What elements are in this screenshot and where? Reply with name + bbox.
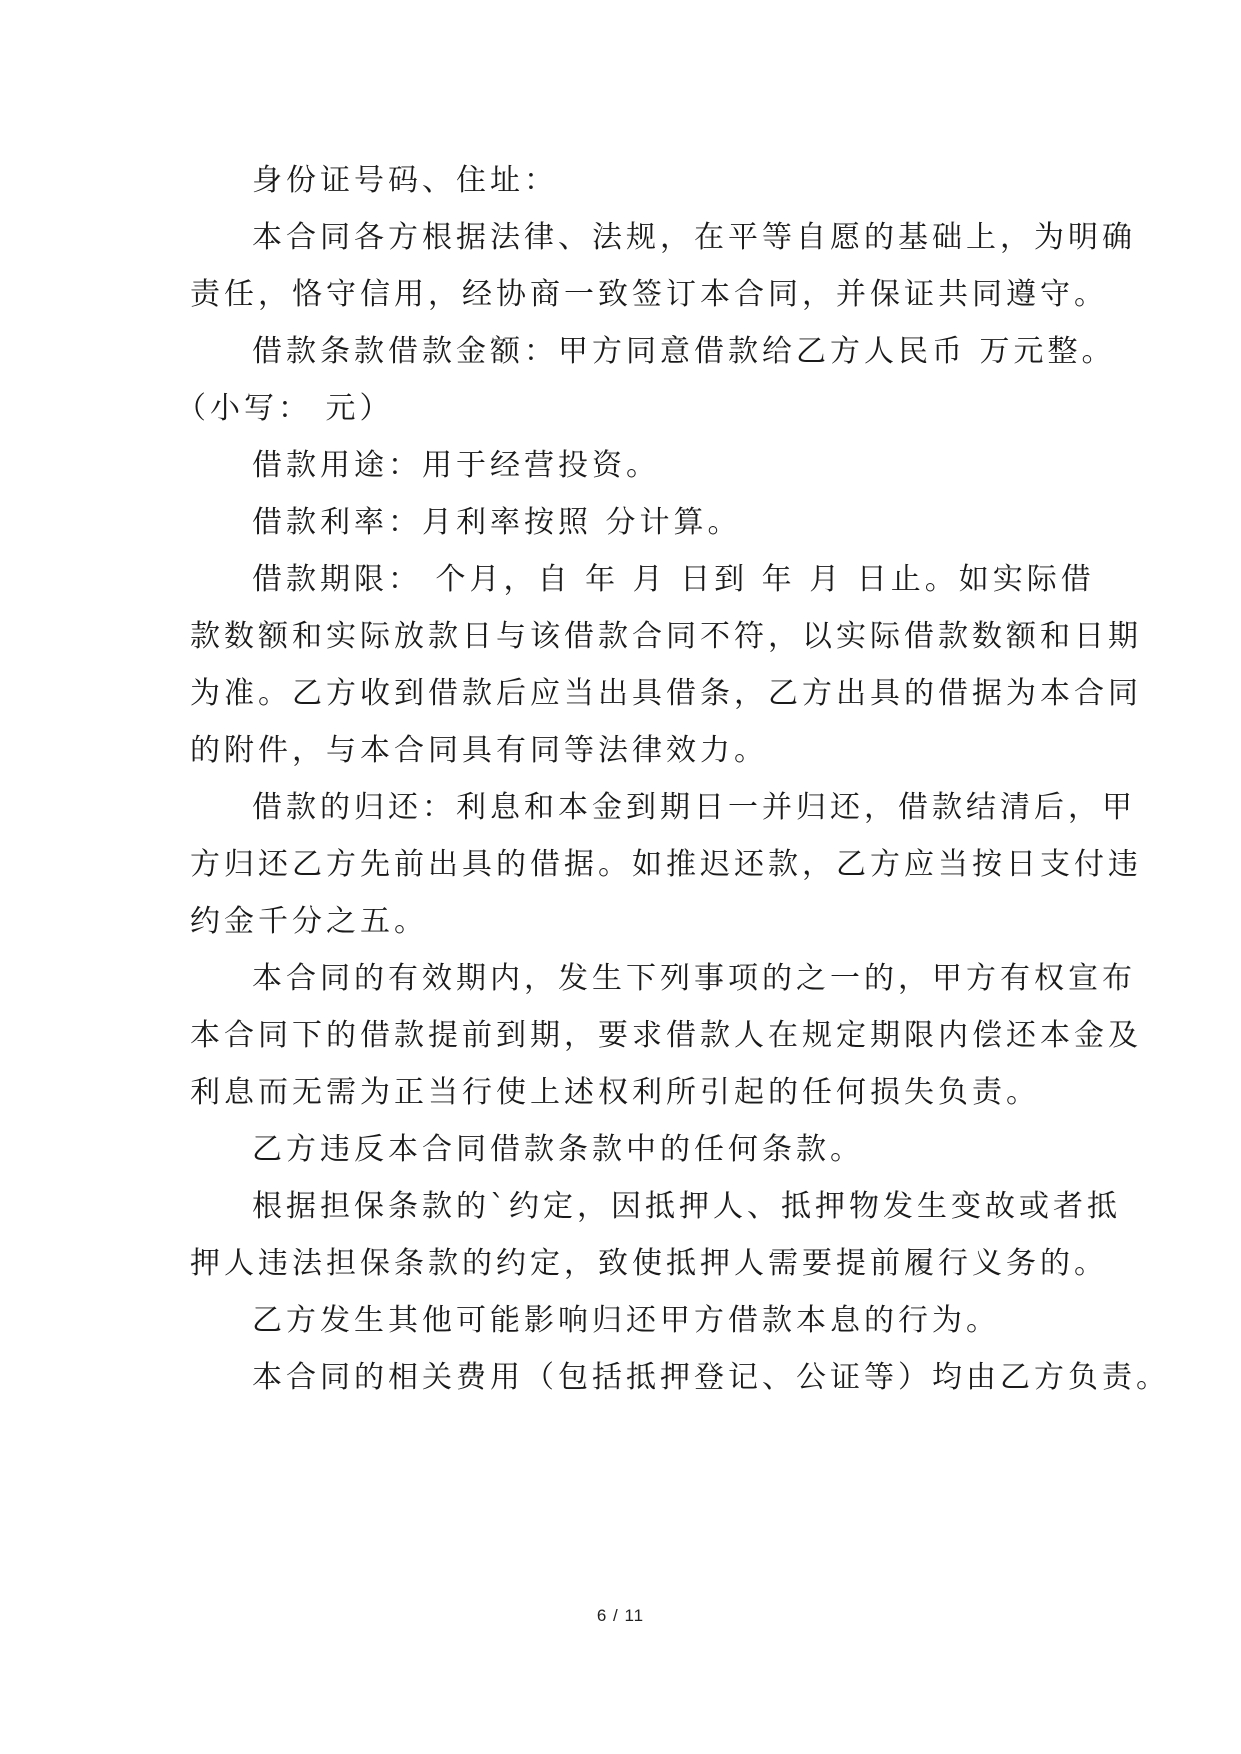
text-line: （小写： 元） bbox=[176, 391, 394, 426]
text-line: 利息而无需为正当行使上述权利所引起的任何损失负责。 bbox=[190, 1075, 1040, 1110]
text-line: 本合同各方根据法律、法规，在平等自愿的基础上，为明确 bbox=[252, 220, 1136, 255]
text-line: 本合同的相关费用（包括抵押登记、公证等）均由乙方负责。 bbox=[252, 1360, 1170, 1395]
text-line: 借款期限： 个月，自 年 月 日到 年 月 日止。如实际借 bbox=[252, 562, 1095, 597]
text-line: 款数额和实际放款日与该借款合同不符，以实际借款数额和日期 bbox=[190, 619, 1142, 654]
text-line: 为准。乙方收到借款后应当出具借条，乙方出具的借据为本合同 bbox=[190, 676, 1142, 711]
text-line: 借款的归还：利息和本金到期日一并归还，借款结清后，甲 bbox=[252, 790, 1136, 825]
text-line: 的附件，与本合同具有同等法律效力。 bbox=[190, 733, 768, 768]
text-line: 乙方违反本合同借款条款中的任何条款。 bbox=[252, 1132, 864, 1167]
text-line: 押人违法担保条款的约定，致使抵押人需要提前履行义务的。 bbox=[190, 1246, 1108, 1281]
text-line: 借款条款借款金额：甲方同意借款给乙方人民币 万元整。 bbox=[252, 334, 1116, 369]
text-line: 本合同下的借款提前到期，要求借款人在规定期限内偿还本金及 bbox=[190, 1018, 1142, 1053]
text-line: 责任，恪守信用，经协商一致签订本合同，并保证共同遵守。 bbox=[190, 277, 1108, 312]
text-line: 借款用途：用于经营投资。 bbox=[252, 448, 660, 483]
text-line: 身份证号码、住址： bbox=[252, 163, 558, 198]
text-line: 根据担保条款的`约定，因抵押人、抵押物发生变故或者抵 bbox=[252, 1189, 1121, 1224]
text-line: 约金千分之五。 bbox=[190, 904, 428, 939]
page-number: 6 / 11 bbox=[596, 1606, 645, 1625]
text-line: 乙方发生其他可能影响归还甲方借款本息的行为。 bbox=[252, 1303, 1000, 1338]
text-line: 方归还乙方先前出具的借据。如推迟还款，乙方应当按日支付违 bbox=[190, 847, 1142, 882]
text-line: 借款利率：月利率按照 分计算。 bbox=[252, 505, 742, 540]
text-line: 本合同的有效期内，发生下列事项的之一的，甲方有权宣布 bbox=[252, 961, 1136, 996]
